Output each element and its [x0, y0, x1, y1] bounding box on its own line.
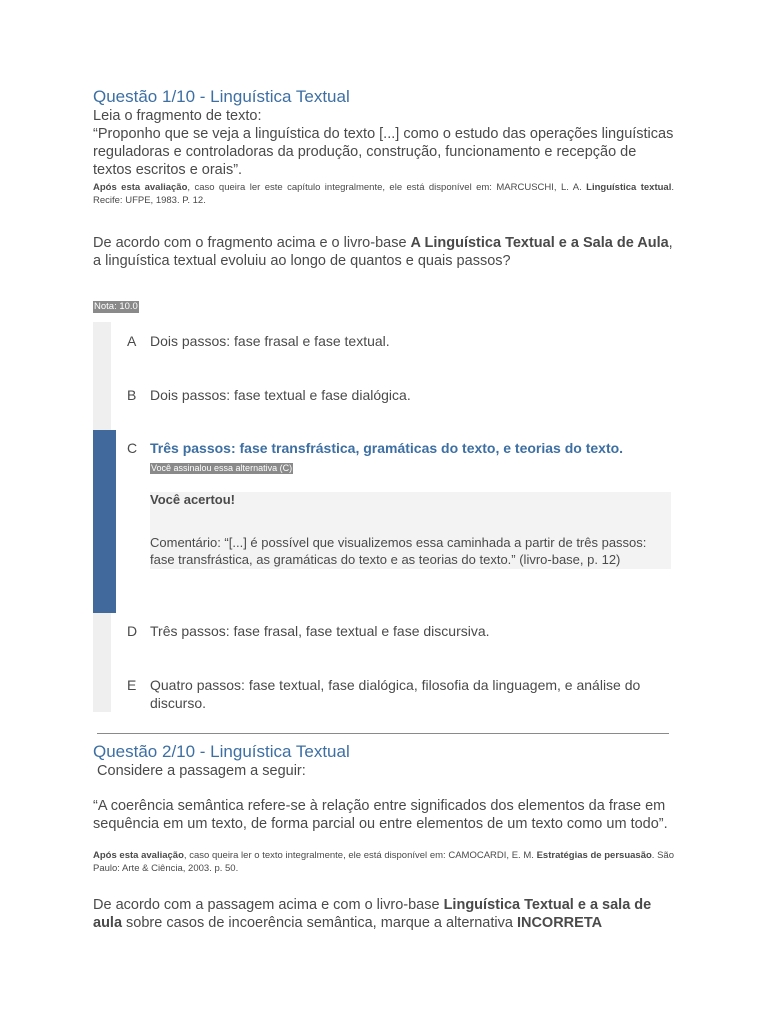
source-tail: . São Paulo: Arte & Ciência, 2003. p. 50.: [93, 850, 674, 874]
question-prompt: [93, 234, 674, 270]
question-quote: “A coerência semântica refere-se à relação entre significados dos elementos da frase em sequência em um texto, de forma parcial ou entre elementos de um texto como um todo”.: [93, 798, 668, 832]
question-2: [93, 741, 674, 932]
option-e[interactable]: [93, 667, 674, 723]
score-badge: Nota: 10.0: [94, 301, 138, 312]
feedback-result: Você acertou!: [150, 492, 236, 507]
question-source: [93, 849, 674, 875]
question-title: Questão 2/10 - Linguística Textual: [93, 742, 350, 761]
question-prompt: [93, 896, 674, 932]
prompt-text-end: sobre casos de incoerência semântica, marque a alternativa: [122, 915, 517, 931]
option-letter: B: [127, 387, 137, 403]
prompt-text: De acordo com a passagem acima e com o livro-base: [93, 897, 444, 913]
prompt-book-title: Linguística Textual e a sala de aula: [93, 897, 652, 931]
option-body: [150, 439, 674, 613]
feedback-box: [150, 492, 671, 569]
option-d[interactable]: [93, 613, 674, 667]
source-lead: Após esta avaliação: [93, 850, 184, 861]
source-title: Estratégias de persuasão: [536, 850, 652, 861]
option-text: Quatro passos: fase textual, fase dialógica, filosofia da linguagem, e análise do discurso.: [150, 677, 641, 711]
option-text: Dois passos: fase textual e fase dialógica.: [150, 387, 411, 403]
option-letter: E: [127, 677, 137, 693]
source-title: Linguística textual: [586, 182, 672, 193]
correct-indicator: [93, 430, 116, 613]
option-text: Três passos: fase transfrástica, gramáticas do texto, e teorias do texto.: [150, 440, 624, 456]
option-b[interactable]: [93, 376, 674, 430]
question-source: [93, 181, 674, 207]
prompt-text-end: , a linguística textual evoluiu ao longo de quantos e quais passos?: [93, 235, 673, 269]
source-tail: . Recife: UFPE, 1983. P. 12.: [93, 182, 674, 206]
answer-options: [93, 322, 674, 723]
source-text: , caso queira ler este capítulo integralmente, ele está disponível em: MARCUSCHI, L. A.: [187, 182, 587, 193]
option-c[interactable]: [93, 430, 674, 613]
question-1: [93, 86, 674, 723]
option-text: Dois passos: fase frasal e fase textual.: [150, 333, 390, 349]
source-text: , caso queira ler o texto integralmente, ele está disponível em: CAMOCARDI, E. M.: [183, 850, 537, 861]
option-a[interactable]: [93, 322, 674, 376]
prompt-book-title: A Linguística Textual e a Sala de Aula: [410, 235, 669, 251]
question-intro: Considere a passagem a seguir:: [93, 763, 306, 779]
option-letter: D: [127, 623, 138, 639]
feedback-comment: Comentário: “[...] é possível que visualizemos essa caminhada a partir de três passos: fase transfrástica, as gramáticas do texto e as teorias do texto.” (livro-base, p. 12): [150, 535, 647, 567]
source-lead: Após esta avaliação: [93, 182, 188, 193]
question-intro: Leia o fragmento de texto:: [93, 108, 262, 124]
prompt-text: De acordo com o fragmento acima e o livro-base: [93, 235, 411, 251]
prompt-emphasis: INCORRETA: [516, 915, 603, 931]
option-letter: C: [127, 440, 138, 456]
quiz-page: [93, 86, 674, 932]
option-text: Três passos: fase frasal, fase textual e fase discursiva.: [150, 623, 490, 639]
chosen-badge: Você assinalou essa alternativa (C): [151, 463, 293, 473]
option-letter: A: [127, 333, 137, 349]
question-quote: “Proponho que se veja a linguística do texto [...] como o estudo das operações linguísticas reguladoras e controladoras da produção, construção, funcionamento e recepção de textos escritos e orais”.: [93, 126, 674, 178]
question-title: Questão 1/10 - Linguística Textual: [93, 87, 350, 106]
